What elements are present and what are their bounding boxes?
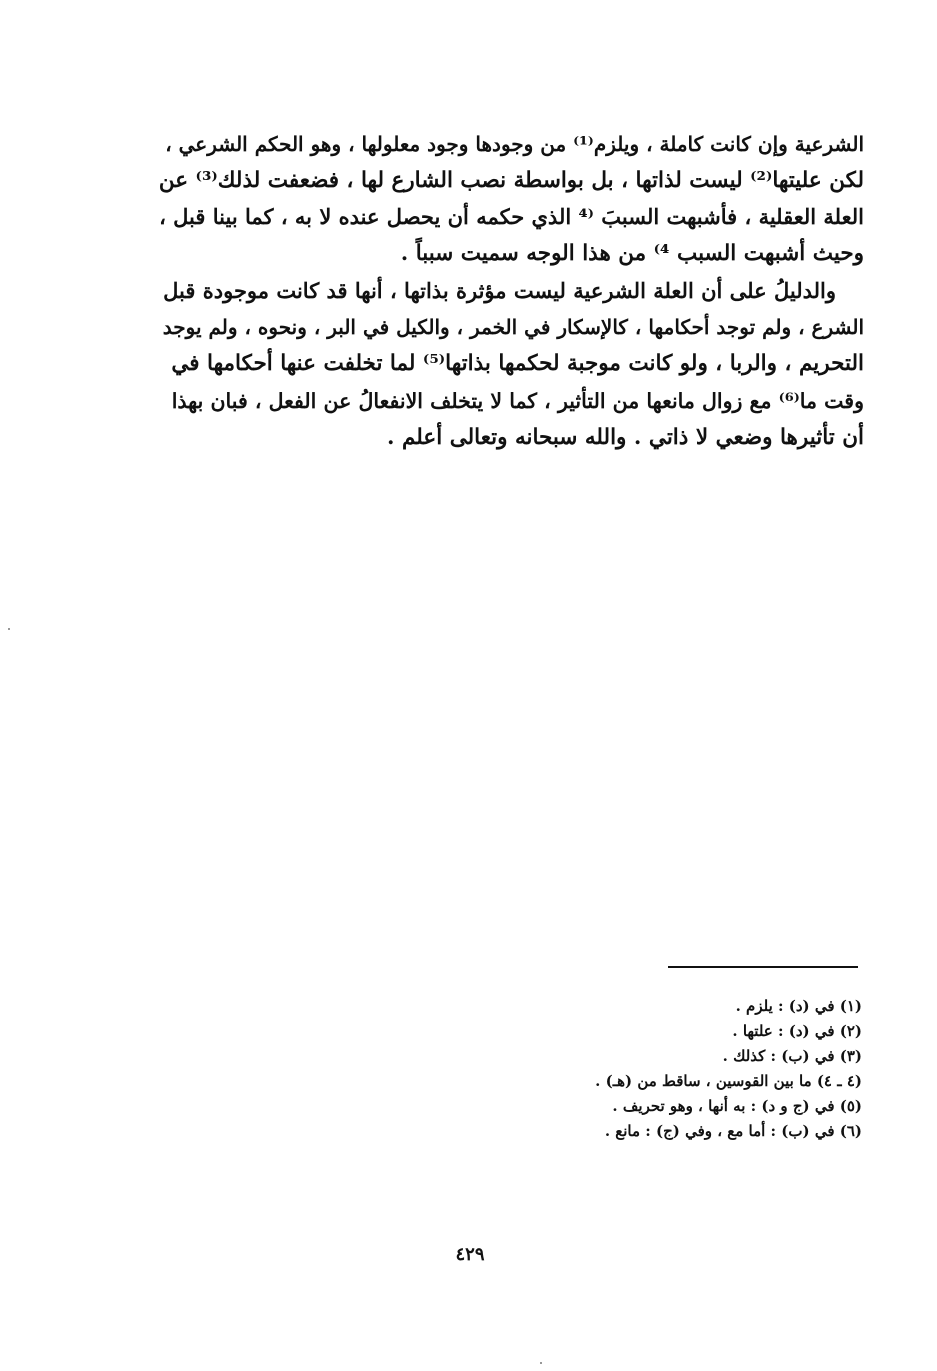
text-line: الشرع ، ولم توجد أحكامها ، كالإسكار في الخمر ، والكيل في البر ، ونحوه ، ولم يوجد (162, 315, 864, 340)
text-line: وحيث أشبهت السبب ⁴⁾ من هذا الوجه سميت سبباً . (400, 241, 864, 267)
page-number: ٤٢٩ (455, 1244, 485, 1265)
text-line: لكن عليتها⁽²⁾ ليست لذاتها ، بل بواسطة نصب الشارع لها ، فضعفت لذلك⁽³⁾ عن (158, 167, 864, 193)
main-text (158, 126, 864, 456)
text-line: والدليلُ على أن العلة الشرعية ليست مؤثرة بذاتها ، أنها قد كانت موجودة قبل (163, 277, 836, 303)
footnote: (٥) في (ج و د) : به أنها ، وهو تحريف . (612, 1097, 862, 1115)
scan-speck (8, 628, 10, 630)
text-line: التحريم ، والربا ، ولو كانت موجبة لحكمها بذاتها⁽⁵⁾ لما تخلفت عنها أحكامها في (171, 351, 864, 377)
footnote: (٤ ـ ٤) ما بين القوسين ، ساقط من (هـ) . (595, 1072, 862, 1090)
footnote: (٣) في (ب) : كذلك . (722, 1047, 862, 1065)
text-line: وقت ما⁽⁶⁾ مع زوال مانعها من التأثير ، كما لا يتخلف الانفعالُ عن الفعل ، فبان بهذا (171, 388, 864, 413)
footnotes (420, 994, 862, 1144)
footnote: (٦) في (ب) : أما مع ، وفي (ج) : مانع . (604, 1122, 862, 1140)
text-line: العلة العقلية ، فأشبهت السببَ ⁽⁴ الذي حكمه أن يحصل عنده لا به ، كما بينا قبل ، (159, 204, 864, 230)
footnote-separator (668, 966, 858, 968)
footnote: (٢) في (د) : علتها . (732, 1022, 862, 1040)
scan-speck (540, 1362, 542, 1364)
text-line: الشرعية وإن كانت كاملة ، ويلزم⁽¹⁾ من وجودها وجود معلولها ، وهو الحكم الشرعي ، (165, 132, 864, 156)
text-line: أن تأثيرها وضعي لا ذاتي . والله سبحانه وتعالى أعلم . (387, 424, 864, 450)
footnote: (١) في (د) : يلزم . (735, 997, 862, 1015)
